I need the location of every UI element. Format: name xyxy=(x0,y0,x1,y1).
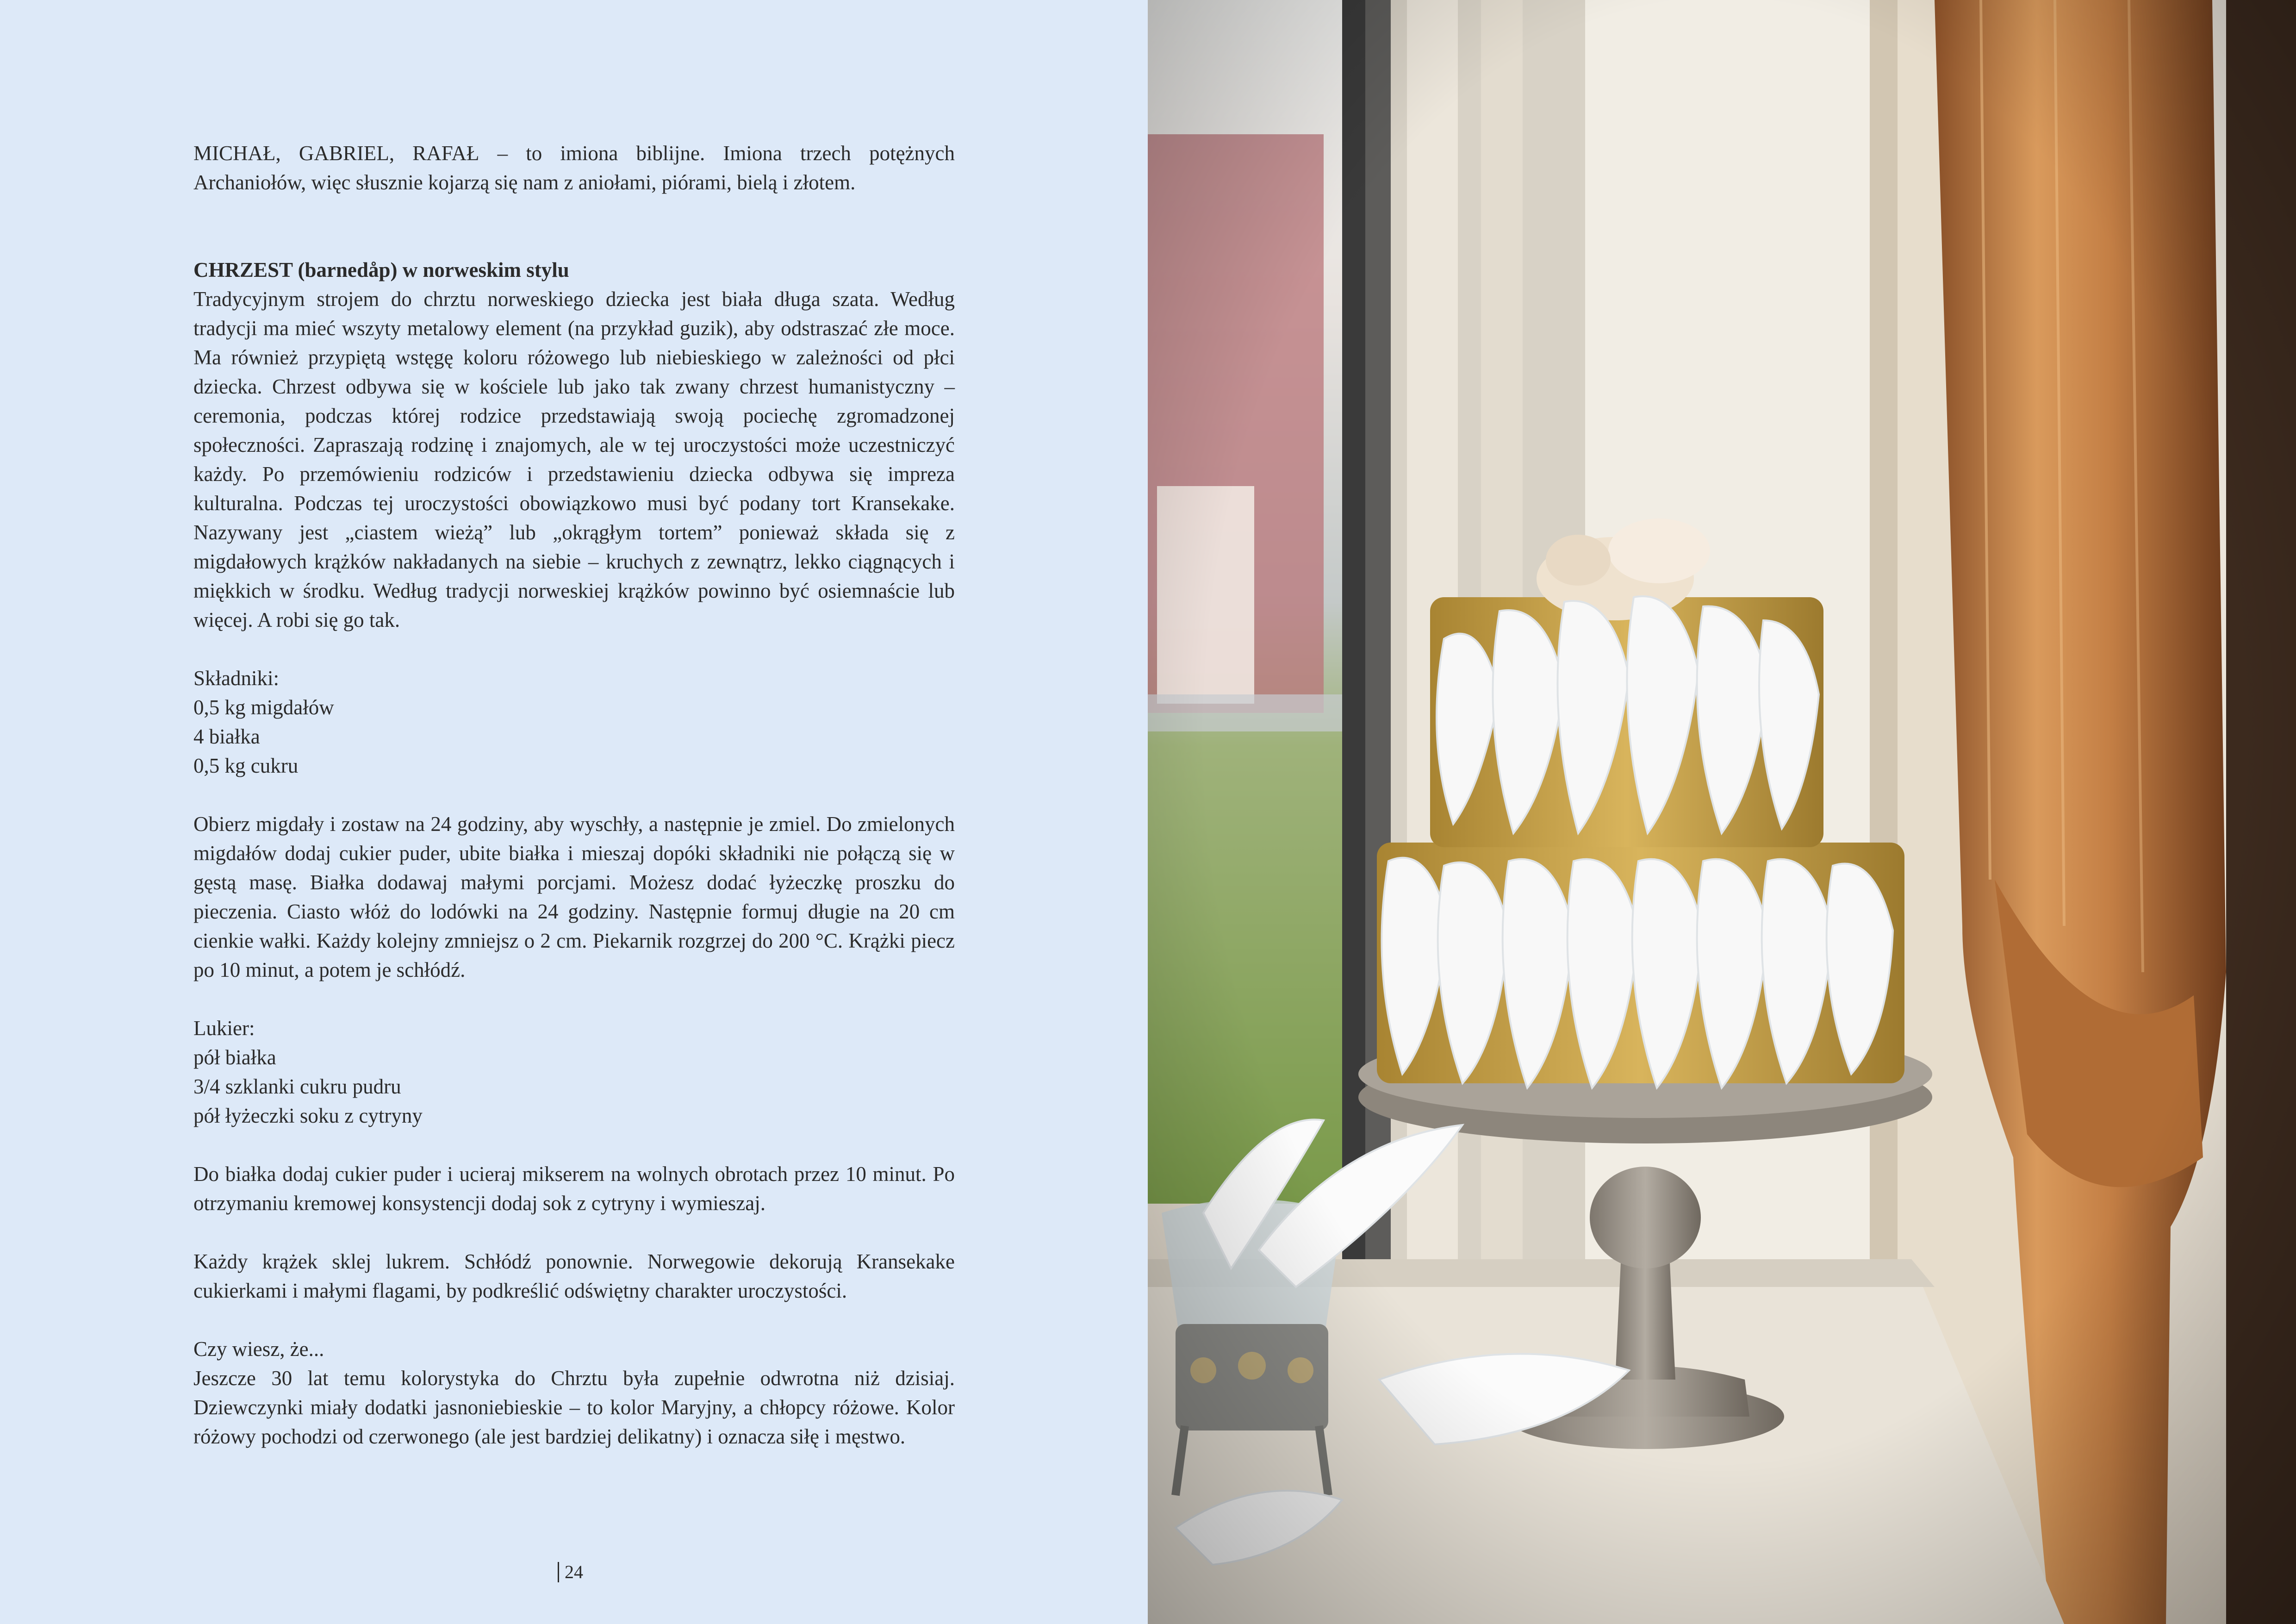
spacer xyxy=(193,1131,955,1160)
ingredients-heading: Składniki: xyxy=(193,667,280,690)
icing-item: pół łyżeczki soku z cytryny xyxy=(193,1104,423,1127)
ingredient-item: 0,5 kg cukru xyxy=(193,754,299,777)
spacer xyxy=(193,1305,955,1335)
method-paragraph-1: Obierz migdały i zostaw na 24 godziny, aby wyschły, a następnie je zmiel. Do zmielonych migdałów dodaj cukier puder, ubite białka i mieszaj dopóki składniki nie połączą się w gęstą masę. Białka dodawaj małymi porcjami. Możesz dodać łyżeczkę proszku do pieczenia. Ciasto włóż do lodówki na 24 godziny. Następnie formuj długie na 20 cm cienkie wałki. Każdy kolejny zmniejsz o 2 cm. Piekarnik rozgrzej do 200 °C. Krążki piecz po 10 minut, a potem je schłódź. xyxy=(193,812,955,981)
page-number: 24 xyxy=(558,1562,583,1582)
icing-heading: Lukier: xyxy=(193,1017,255,1040)
spacer xyxy=(193,781,955,810)
article-text xyxy=(193,139,955,1451)
section-title: CHRZEST (barnedåp) w norweskim stylu xyxy=(193,258,569,281)
spacer xyxy=(193,985,955,1014)
spacer xyxy=(193,635,955,664)
fact-body: Jeszcze 30 lat temu kolorystyka do Chrztu była zupełnie odwrotna niż dzisiaj. Dziewczynki miały dodatki jasnoniebieskie – to kolor Maryjny, a chłopcy różowe. Kolor różowy pochodzi od czerwonego (ale jest bardziej delikatny) i oznacza siłę i męstwo. xyxy=(193,1367,955,1448)
intro-paragraph: MICHAŁ, GABRIEL, RAFAŁ – to imiona biblijne. Imiona trzech potężnych Archaniołów, więc słusznie kojarzą się nam z aniołami, piórami, bielą i złotem. xyxy=(193,142,955,194)
cake-photo xyxy=(1148,0,2296,1624)
icing-item: pół białka xyxy=(193,1046,276,1069)
method-paragraph-2: Do białka dodaj cukier puder i ucieraj mikserem na wolnych obrotach przez 10 minut. Po otrzymaniu kremowej konsystencji dodaj sok z cytryny i wymieszaj. xyxy=(193,1162,955,1215)
icing-item: 3/4 szklanki cukru pudru xyxy=(193,1075,401,1098)
ingredient-item: 4 białka xyxy=(193,725,260,748)
fact-heading: Czy wiesz, że... xyxy=(193,1337,324,1361)
spacer xyxy=(193,1218,955,1247)
ingredient-item: 0,5 kg migdałów xyxy=(193,696,334,719)
section-body: Tradycyjnym strojem do chrztu norweskiego dziecka jest biała długa szata. Według tradycji ma mieć wszyty metalowy element (na przykład guzik), aby odstraszać złe moce. Ma również przypiętą wstęgę koloru różowego lub niebieskiego w zależności od płci dziecka. Chrzest odbywa się w kościele lub jako tak zwany chrzest humanistyczny – ceremonia, podczas której rodzice przedstawiają swoją pociechę zgromadzonej społeczności. Zapraszają rodzinę i znajomych, ale w tej uroczystości może uczestniczyć każdy. Po przemówieniu rodziców i przedstawieniu dziecka odbywa się impreza kulturalna. Podczas tej uroczystości obowiązkowo musi być podany tort Kransekake. Nazywany jest „ciastem wieżą” lub „okrągłym tortem” ponieważ składa się z migdałowych krążków nakładanych na siebie – kruchych z zewnątrz, lekko ciągnących i miękkich w środku. Według tradycji norweskiej krążków powinno być osiemnaście lub więcej. A robi się go tak. xyxy=(193,287,955,631)
spacer xyxy=(193,197,955,256)
method-paragraph-3: Każdy krążek sklej lukrem. Schłódź ponownie. Norwegowie dekorują Kransekake cukierkami i małymi flagami, by podkreślić odświętny charakter uroczystości. xyxy=(193,1250,955,1302)
cake-photo-illustration xyxy=(1148,0,2296,1624)
